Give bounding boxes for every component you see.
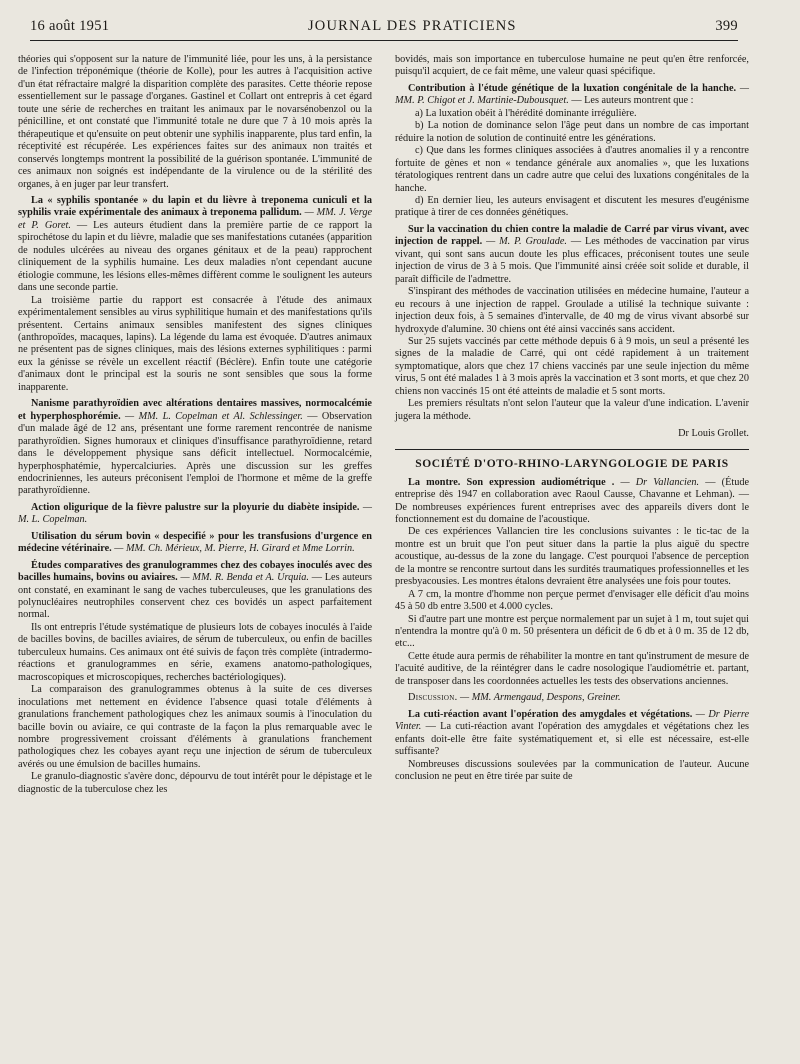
article-montre (395, 477, 749, 527)
article-title: Études comparatives des granulogrammes chez des cobayes inoculés avec des bacilles humains, bovins ou aviaires. (18, 559, 372, 584)
society-heading: SOCIÉTÉ D'OTO-RHINO-LARYNGOLOGIE DE PARIS (395, 449, 749, 471)
article-luxation (395, 83, 749, 108)
left-column (18, 54, 372, 796)
article-authors: — MM. P. Chigot et J. Martinie-Dubousquet. (395, 82, 749, 107)
article-body: — Les auteurs ont constaté, en examinant le sang de vaches tuberculeuses, que les granulations des polynucléaires neutrophiles conservent chez ces bovidés un aspect parfaitement normal. (18, 572, 372, 621)
article-body: — (Étude entreprise dès 1947 en collaboration avec Raoul Causse, Chavanne et Lehman). — De nombreuses expériences furent entreprises avec des appareils divers dont le fonctionnement est du domaine de l'acoustique. (395, 476, 749, 525)
list-item: a) La luxation obéit à l'hérédité dominante irrégulière. (415, 107, 637, 119)
article-authors: — Dr Pierre Vinter. (395, 708, 750, 733)
article-vaccination (395, 224, 749, 286)
article-body: — Les méthodes de vaccination par virus vivant, qui sont sans aucun doute les plus efficaces, préconisent toutes une seule injection de virus de 3 à 5 mois. Que l'immunité ainsi créée soit solide et durable, il paraît difficile de l'admettre. (395, 236, 750, 285)
page-number: 399 (715, 17, 738, 34)
article-title: Nanisme parathyroïdien avec altérations dentaires massives, normocalcémie et hyperphosphorémie. (18, 398, 372, 422)
journal-title: JOURNAL DES PRATICIENS (307, 17, 517, 34)
article-granulogrammes (18, 560, 372, 622)
article-fievre-palustre (18, 502, 372, 527)
article-authors: — Dr Vallancien. (614, 476, 700, 488)
discussion-participants: — MM. Armengaud, Despons, Greiner. (457, 692, 621, 704)
article-nanisme (18, 398, 372, 498)
paragraph: Les premiers résultats n'ont selon l'auteur que la valeur d'une indication. L'avenir jugera la méthode. (395, 398, 749, 422)
list-item: c) Que dans les formes cliniques associées à d'autres anomalies il y a rencontre fortuite de gènes et non « tendance générale aux anomalies », que les luxations tératologiques rentrent dans un cadre autre que celui des luxations congénitales de la hanche. (395, 145, 749, 194)
page-header (30, 12, 738, 41)
article-title: Action oligurique de la fièvre palustre sur la ployurie du diabète insipide. (31, 501, 360, 513)
paragraph: théories qui s'opposent sur la nature de l'immunité liée, pour les uns, à la persistance de l'infection tréponémique (théorie de Kolle), pour les autres à l'acquisition active d'un état réfractaire malgré la disparition complète des parasites. Cette théorie repose essentiellement sur le passage d'organes. Gastinel et Collart ont entrepris à cet égard toute une série de recherches en traitant les animaux par le novarsénobenzol ou la pénicilline, et ont constaté que l'immunité totale ne dure que 7 à 10 mois après la thérapeutique et qu'ensuite on peut obtenir une syphilis inapparente, plus tard enfin, la réceptivité est récupérée. Les expériences faites sur des animaux non traités et conservés longtemps montrent la possibilité de la guérison spontanée. L'immunité de ces animaux non soignés est indépendante de la virulence ou de la stérilité des organes, à en juger par leur transfert. (18, 54, 372, 190)
article-title: Contribution à l'étude génétique de la luxation congénitale de la hanche. (408, 82, 737, 94)
paragraph: Si d'autre part une montre est perçue normalement par un sujet à 1 m, tout sujet qui n'entendra la montre qu'à 0 m. 50 présentera un déficit de 6 db et à 0 m. 35 de 12 db, etc... (395, 613, 749, 650)
paragraph: Sur 25 sujets vaccinés par cette méthode depuis 6 à 9 mois, un seul a présenté les signes de la maladie de Carré, qui ont cédé rapidement à un traitement symptomatique, alors que chez 17 chiens vaccinés par une seule injection du même virus, 5 ont été malades 1 à 3 mois après la vaccination et 3 sont morts, et que chez 20 chiens non vaccinés 15 ont été atteints de maladie et 5 sont morts. (395, 335, 749, 397)
paragraph: A 7 cm, la montre d'homme non perçue permet d'envisager elle déficit d'au moins 45 à 50 db entre 3.500 et 4.000 cycles. (395, 588, 749, 613)
article-authors: — M. P. Groulade. (482, 236, 567, 248)
list-item: d) En dernier lieu, les auteurs envisagent et discutent les mesures d'eugénisme pratique à tirer de ces données génétiques. (395, 194, 749, 219)
paragraph: Le granulo-diagnostic s'avère donc, dépourvu de tout intérêt pour le dépistage et le diagnostic de la tuberculose chez les (18, 771, 372, 795)
article-authors: — MM. R. Benda et A. Urquia. (177, 572, 309, 584)
list-item: b) La notion de dominance selon l'âge peut dans un nombre de cas important réduire la notion de solution de continuité entre les générations. (395, 120, 749, 144)
paragraph: De ces expériences Vallancien tire les conclusions suivantes : le tic-tac de la montre est un bruit que l'on peut situer dans la partie la plus aiguë du spectre acoustique, au-dessus de la zone du langage. C'est pourquoi l'absence de perception de la montre se rencontre surtout dans les surdités traumatiques professionnelles et les presbyacousies. Les montres étalons devraient être analysées une fois pour toutes. (395, 526, 749, 588)
article-title: La « syphilis spontanée » du lapin et du lièvre à treponema cuniculi et la syphilis vraie expérimentale des animaux à treponema pallidum. (18, 194, 372, 219)
article-serum-bovin (18, 531, 372, 556)
article-title: La montre. Son expression audiométrique . (408, 476, 615, 488)
paragraph: S'inspirant des méthodes de vaccination utilisées en médecine humaine, l'auteur a eu recours à une injection de rappel. Groulade a utilisé la technique suivante : injection deux fois, à 5 semaines d'intervalle, de 40 mg de virus vivant absorbé sur hydroxyde d'alumine. 30 chiens ont été ainsi vaccinés sans accident. (395, 286, 749, 335)
discussion-label: Discussion. (408, 692, 458, 704)
paragraph: Ils ont entrepris l'étude systématique de plusieurs lots de cobayes inoculés à l'aide de bacilles bovins, de bacilles aviaires, de sérum de tuberculeux, ou enfin de bacilles tuberculeux humains. Ces animaux ont été suivis de façon très complète (intradermo-réactions et granulogrammes en série, examens anatomo-pathologiques, macroscopiques et microscopiques, recherches bactériologiques). (18, 621, 372, 683)
paragraph: La troisième partie du rapport est consacrée à l'étude des animaux expérimentalement sensibles au virus syphilitique humain et des manifestations qu'ils présentent. Certains animaux sensibles manifestent des signes cliniques (anthropoïdes, macaques, lapins). La légende du lama est évoquée. D'autres animaux ne présentent pas de signes cliniques, mais des lésions externes syphilitiques : parmi eux la génisse se révèle un excellent réactif (Béclère). Enfin toute une catégorie d'animaux dont le principal est la souris ne sont sensibles que sous la forme inapparente. (18, 294, 372, 393)
article-authors: — MM. J. Verge et P. Goret. (18, 207, 372, 231)
article-title: La cuti-réaction avant l'opération des amygdales et végétations. (408, 708, 693, 720)
article-body: — Les auteurs montrent que : (568, 95, 694, 107)
article-authors: — M. L. Copelman. (18, 501, 372, 526)
article-cuti-reaction (395, 709, 749, 759)
header-date: 16 août 1951 (30, 17, 110, 34)
paragraph: Nombreuses discussions soulevées par la communication de l'auteur. Aucune conclusion ne peut en être tirée par suite de (395, 758, 749, 783)
article-title: Utilisation du sérum bovin « despecifié » pour les transfusions d'urgence en médecine vétérinaire. (18, 530, 372, 555)
article-syphilis (18, 195, 372, 295)
article-body: — Les auteurs étudient dans la première partie de ce rapport la spirochétose du lapin et du lièvre, maladie que ses manifestations cutanées (apparition de nodules ulcérées au niveau des organes génitaux et de la peau) rapprochent cliniquement de la syphilis humaine. Les deux maladies n'ont cependant aucune étiologie commune, les lésions elles-mêmes diffèrent comme le soulignent les auteurs dans une seconde partie. (18, 219, 373, 294)
paragraph: Cette étude aura permis de réhabiliter la montre en tant qu'instrument de mesure de l'acuité auditive, de la réintégrer dans le cadre nosologique l'audiométrie et. partant, de transposer dans les coordonnées actuelles les tests des observations anciennes. (395, 650, 749, 687)
article-title: Sur la vaccination du chien contre la maladie de Carré par virus vivant, avec injection de rappel. (395, 223, 749, 248)
paragraph: La comparaison des granulogrammes obtenus à la suite de ces diverses inoculations met nettement en évidence l'absence quasi totale d'éléments à granulations franchement pathologiques chez les animaux soumis à l'inoculation du bacille bovin ou aviaire, ce qui contraste de la façon la plus remarquable avec le nombre progressivement croissant d'éléments à granulations franchement pathologiques chez les cobayes ayant reçu une injection de sérum de tuberculeux avérés ou une émulsion de bacilles humains. (18, 684, 372, 770)
article-authors: — MM. L. Copelman et Al. Schlessinger. (120, 410, 303, 422)
article-authors: — MM. Ch. Mérieux, M. Pierre, H. Girard et Mme Lorrin. (111, 543, 355, 555)
article-body: — Observation d'un malade âgé de 12 ans, présentant une forme rarement rencontrée de nanisme parathyroïdien. Signes humoraux et cliniques d'insuffisance parathyroïdienne, retard dans le développement physique sans déficit intellectuel. Normocalcémie, hyperphosphatémie, hypercalciuries. Après une discussion sur les greffes endocriniennes, les auteurs préconisent l'emploi de l'hormone et même de la greffe parathyroïdienne. (18, 410, 372, 497)
right-column (395, 54, 749, 783)
signature: Dr Louis Grollet. (678, 428, 749, 440)
article-body: — La cuti-réaction avant l'opération des amygdales et végétations chez les enfants doit-elle être faite systématiquement et, si elle est nécessaire, est-elle suffisante? (395, 721, 749, 758)
discussion (395, 692, 749, 704)
paragraph: bovidés, mais son importance en tuberculose humaine ne peut qu'en être renforcée, puisqu'il acquiert, de ce fait même, une valeur quasi spécifique. (395, 54, 749, 78)
